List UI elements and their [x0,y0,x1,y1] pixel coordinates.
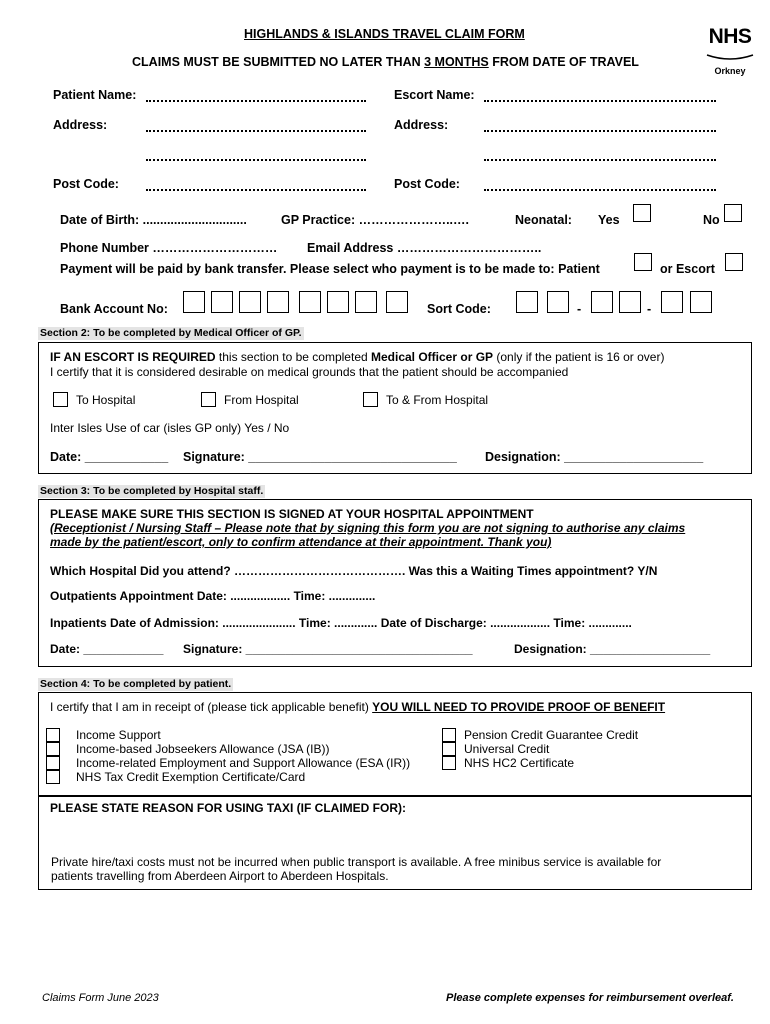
patient-postcode-label: Post Code: [53,177,119,191]
benefit-certify [50,700,665,714]
to-from-hospital-label: To & From Hospital [386,393,489,407]
patient-address-field-1[interactable] [146,130,366,132]
deadline-suffix: FROM DATE OF TRAVEL [488,55,639,69]
nhs-logo [702,26,758,76]
sort-separator: - [577,302,582,316]
bank-digit-box[interactable] [386,291,408,313]
benefit-checkbox[interactable] [442,728,456,742]
bank-digit-box[interactable] [211,291,233,313]
logo-sub: Orkney [714,66,746,76]
benefit-nhs-tax-credit: NHS Tax Credit Exemption Certificate/Card [76,770,306,784]
benefit-income-support: Income Support [76,728,161,742]
logo-swoosh-icon [705,53,755,61]
proof-text: YOU WILL NEED TO PROVIDE PROOF OF BENEFIT [372,700,666,714]
section2-signature-field[interactable]: Signature: ______________________________ [183,450,457,464]
section3-date-field[interactable]: Date: ____________ [50,642,164,656]
section4-heading: Section 4: To be completed by patient. [40,678,232,690]
sort-separator: - [647,302,652,316]
bank-digit-box[interactable] [267,291,289,313]
escort-name-label: Escort Name: [394,88,475,102]
taxi-reason-field[interactable] [50,820,740,852]
benefit-esa: Income-related Employment and Support Allowance (ESA (IR)) [76,756,411,770]
to-from-hospital-checkbox[interactable] [363,392,378,407]
neonatal-yes-checkbox[interactable] [633,204,651,222]
sort-digit-box[interactable] [619,291,641,313]
bank-digit-box[interactable] [183,291,205,313]
gp-practice-field[interactable]: GP Practice: …………………..…. [281,213,470,227]
payment-text: Payment will be paid by bank transfer. Please select who payment is to be made to: Patient [60,262,600,276]
from-hospital-label: From Hospital [224,393,299,407]
escort-required-text: IF AN ESCORT IS REQUIRED [50,350,216,364]
deadline-highlight: 3 MONTHS [424,55,489,69]
sort-digit-box[interactable] [690,291,712,313]
section2-designation-field[interactable]: Designation: ____________________ [485,450,704,464]
phone-field[interactable]: Phone Number ………………………… [60,241,278,255]
section2-heading: Section 2: To be completed by Medical Officer of GP. [40,327,302,339]
neonatal-label: Neonatal: [515,213,572,227]
section3-note-line1 [50,521,685,535]
escort-name-field[interactable] [484,100,716,102]
email-field[interactable]: Email Address …………………………….. [307,241,542,255]
benefit-checkbox[interactable] [442,742,456,756]
escort-address-field-1[interactable] [484,130,716,132]
benefit-pension-credit: Pension Credit Guarantee Credit [464,728,639,742]
bank-digit-box[interactable] [239,291,261,313]
section2-certify: I certify that it is considered desirable on medical grounds that the patient should be accompanied [50,365,569,379]
bank-account-label: Bank Account No: [60,302,168,316]
form-title: HIGHLANDS & ISLANDS TRAVEL CLAIM FORM [244,27,525,41]
neonatal-no-label: No [703,213,720,227]
sort-digit-box[interactable] [591,291,613,313]
logo-text: NHS [708,25,752,48]
certify-text: I certify that I am in receipt of (please tick applicable benefit) [50,700,373,714]
inpatients-field[interactable]: Inpatients Date of Admission: ...................... Time: ............. Date of Discharge: .................. Time: ............. [50,616,632,630]
to-hospital-checkbox[interactable] [53,392,68,407]
dob-field[interactable]: Date of Birth: .............................. [60,213,247,227]
inter-isles-text: Inter Isles Use of car (isles GP only) Yes / No [50,421,290,435]
section3-title: PLEASE MAKE SURE THIS SECTION IS SIGNED AT YOUR HOSPITAL APPOINTMENT [50,507,534,521]
section3-designation-field[interactable]: Designation: __________________ [514,642,711,656]
benefit-hc2: NHS HC2 Certificate [464,756,575,770]
benefit-jsa: Income-based Jobseekers Allowance (JSA (IB)) [76,742,330,756]
sort-code-label: Sort Code: [427,302,491,316]
taxi-note-line2: patients travelling from Aberdeen Airport to Aberdeen Hospitals. [51,869,389,883]
to-hospital-label: To Hospital [76,393,136,407]
medical-officer-text: Medical Officer or GP [371,350,494,364]
neonatal-no-checkbox[interactable] [724,204,742,222]
bank-digit-box[interactable] [355,291,377,313]
escort-address-field-2[interactable] [484,159,716,161]
payment-escort-checkbox[interactable] [725,253,743,271]
age-condition-text: (only if the patient is 16 or over) [493,350,665,364]
escort-postcode-label: Post Code: [394,177,460,191]
section2-line1 [50,350,664,364]
section3-heading: Section 3: To be completed by Hospital staff. [40,485,264,497]
neonatal-yes-label: Yes [598,213,620,227]
patient-postcode-field[interactable] [146,189,366,191]
benefit-checkbox[interactable] [46,756,60,770]
section3-signature-field[interactable]: Signature: __________________________________ [183,642,473,656]
escort-address-label: Address: [394,118,449,132]
patient-address-label: Address: [53,118,108,132]
section3-note-line2: made by the patient/escort, only to confirm attendance at their appointment. Thank you) [50,535,552,549]
patient-name-label: Patient Name: [53,88,137,102]
sort-digit-box[interactable] [661,291,683,313]
or-escort-label: or Escort [660,262,715,276]
sort-digit-box[interactable] [516,291,538,313]
deadline-prefix: CLAIMS MUST BE SUBMITTED NO LATER THAN [132,55,425,69]
which-hospital-field[interactable]: Which Hospital Did you attend? ……………………………………. Was this a Waiting Times appointment? Y/N [50,564,658,578]
escort-postcode-field[interactable] [484,189,716,191]
patient-address-field-2[interactable] [146,159,366,161]
bank-digit-box[interactable] [327,291,349,313]
deadline-notice [132,55,639,69]
outpatients-field[interactable]: Outpatients Appointment Date: .................. Time: .............. [50,589,376,603]
section2-date-field[interactable]: Date: ____________ [50,450,169,464]
benefit-universal-credit: Universal Credit [464,742,550,756]
sort-digit-box[interactable] [547,291,569,313]
footer-note: Please complete expenses for reimbursement overleaf. [446,992,734,1004]
bank-digit-box[interactable] [299,291,321,313]
benefit-checkbox[interactable] [46,728,60,742]
footer-version: Claims Form June 2023 [42,992,159,1004]
benefit-checkbox[interactable] [46,742,60,756]
taxi-note-line1: Private hire/taxi costs must not be incurred when public transport is available. A free minibus service is available for [51,855,662,869]
section3-note1: (Receptionist / Nursing Staff – Please note that by signing this form you are not signing to authorise any claims [50,521,686,535]
taxi-heading: PLEASE STATE REASON FOR USING TAXI (IF CLAIMED FOR): [50,801,406,815]
patient-name-field[interactable] [146,100,366,102]
benefit-checkbox[interactable] [442,756,456,770]
benefit-checkbox[interactable] [46,770,60,784]
section2-mid-text: this section to be completed [215,350,371,364]
from-hospital-checkbox[interactable] [201,392,216,407]
payment-patient-checkbox[interactable] [634,253,652,271]
